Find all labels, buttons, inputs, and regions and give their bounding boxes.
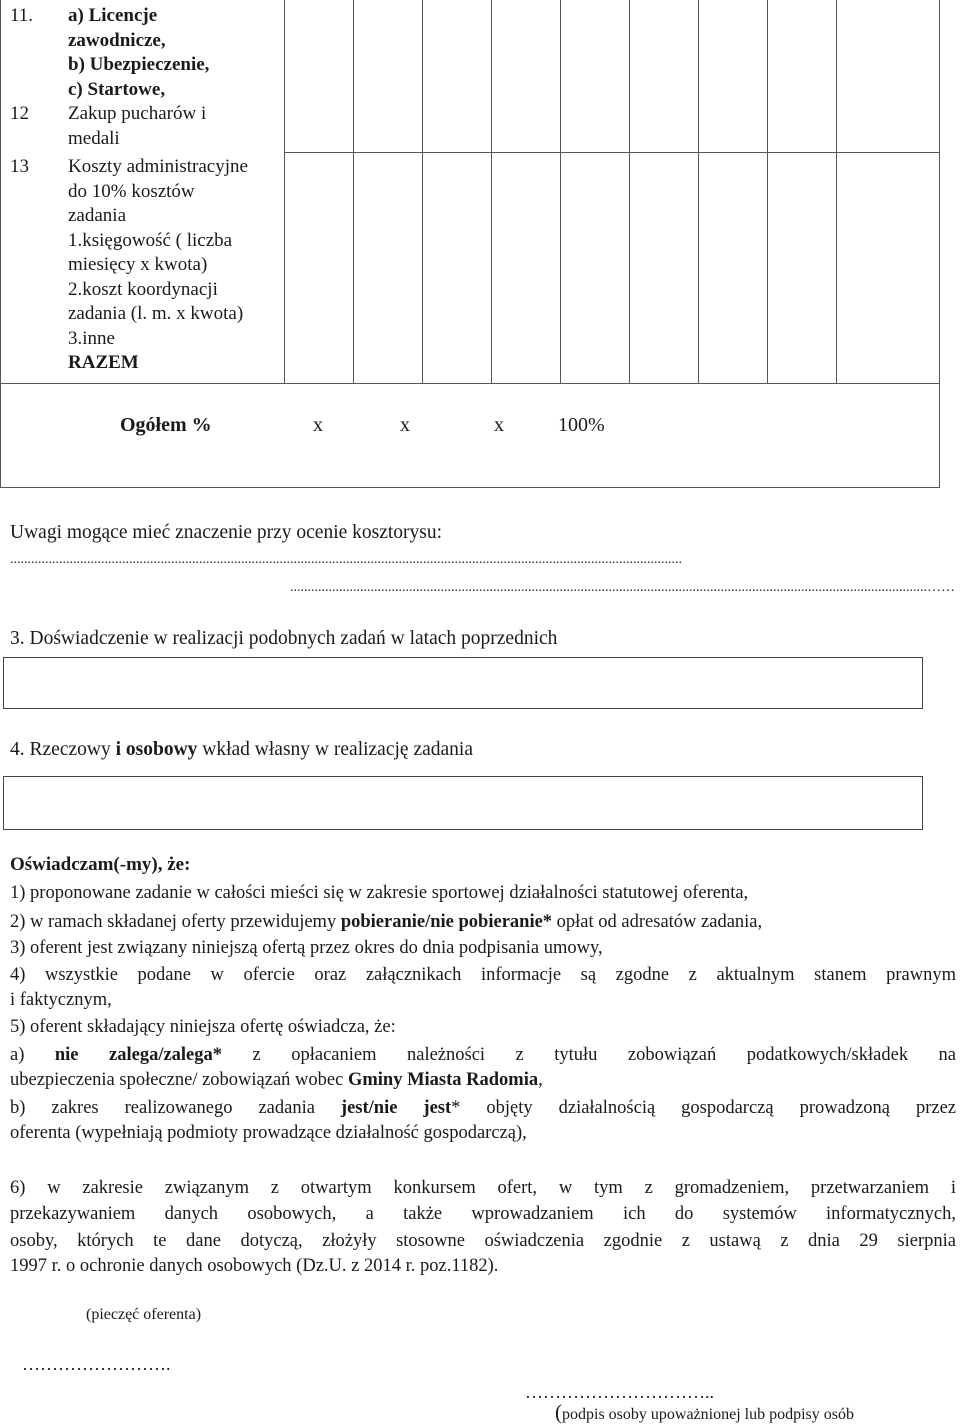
row-label-line: zawodnicze, [68,29,166,51]
overall-x-cell: x [494,414,504,436]
row-label-line: 2.koszt koordynacji [68,278,218,300]
overall-x-cell: x [400,414,410,436]
declaration-item-a: a) nie zalega/zalega* z opłacaniem należności z tytułu zobowiązań podatkowych/składek na [10,1045,957,1065]
row-label-line: Koszty administracyjne [68,156,248,177]
declaration-item-b: b) zakres realizowanego zadania jest/nie jest* objęty działalnością gospodarczą prowadzoną przez [10,1098,957,1118]
declaration-item-a: ubezpieczenia społeczne/ zobowiązań wobec Gminy Miasta Radomia, [10,1070,543,1090]
overall-x-cell: x [313,414,323,436]
row-label-line: 3.inne [68,327,115,349]
declaration-item: 1) proponowane zadanie w całości mieści się w zakresie sportowej działalności statutowej oferenta, [10,883,749,903]
signature-dots: ………………………….. [525,1382,714,1402]
signature-label: (podpis osoby upoważnionej lub podpisy osób [555,1400,854,1424]
section-3-box [3,657,923,709]
row-number: 13 [10,156,29,177]
row-label-line: 1.księgowość ( liczba [68,229,233,251]
row-label-line: b) Ubezpieczenie, [68,54,210,75]
overall-label: Ogółem % [120,414,212,436]
row-label-line: miesięcy x kwota) [68,254,208,275]
section-4-title: 4. Rzeczowy i osobowy wkład własny w realizację zadania [10,739,473,760]
declaration-item: i faktycznym, [10,990,112,1010]
row-label-line: zadania (l. m. x kwota) [68,303,244,324]
declaration-item: osoby, których te dane dotyczą, złożyły stosowne oświadczenia zgodnie z ustawą z dnia 29 sierpnia [10,1231,956,1251]
row-label-line: a) Licencje [68,5,158,26]
overall-percent: 100% [558,414,605,436]
row-number: 12 [10,103,29,124]
declaration-item: 5) oferent składający niniejsza ofertę oświadcza, że: [10,1017,396,1037]
section-4-box [3,776,923,830]
declaration-heading: Oświadczam(-my), że: [10,854,191,875]
declaration-item: 4) wszystkie podane w ofercie oraz załącznikach informacje są zgodne z aktualnym stanem prawnym [10,965,956,985]
declaration-item: 2) w ramach składanej oferty przewidujemy pobieranie/nie pobieranie* opłat od adresatów zadania, [10,912,763,932]
row-label-line: medali [68,127,120,149]
row-label-line: c) Startowe, [68,78,166,100]
section-3-title: 3. Doświadczenie w realizacji podobnych zadań w latach poprzednich [10,628,558,649]
stamp-dots: ……………………. [22,1354,171,1374]
declaration-item: 3) oferent jest związany niniejszą ofertą przez okres do dnia podpisania umowy, [10,938,603,958]
remarks-dots: ......................................................................................................................................................................................…… [290,580,955,595]
declaration-item: przekazywaniem danych osobowych, a także wprowadzaniem ich do systemów informatycznych, [10,1204,956,1224]
remarks-label: Uwagi mogące mieć znaczenie przy ocenie kosztorysu: [10,522,443,543]
row-label-line: do 10% kosztów [68,180,195,202]
remarks-dots: ................................................................................................................................................................................................ [10,552,682,567]
declaration-item: 6) w zakresie związanym z otwartym konkursem ofert, w tym z gromadzeniem, przetwarzaniem i [10,1178,956,1198]
row-label-line: zadania [68,205,127,226]
row-number: 11. [10,5,34,26]
row-label-line: Zakup pucharów i [68,103,207,124]
total-label: RAZEM [68,352,139,373]
declaration-item: 1997 r. o ochronie danych osobowych (Dz.U. z 2014 r. poz.1182). [10,1256,499,1276]
stamp-label: (pieczęć oferenta) [86,1306,202,1323]
declaration-item-b: oferenta (wypełniają podmioty prowadzące działalność gospodarczą), [10,1123,527,1143]
